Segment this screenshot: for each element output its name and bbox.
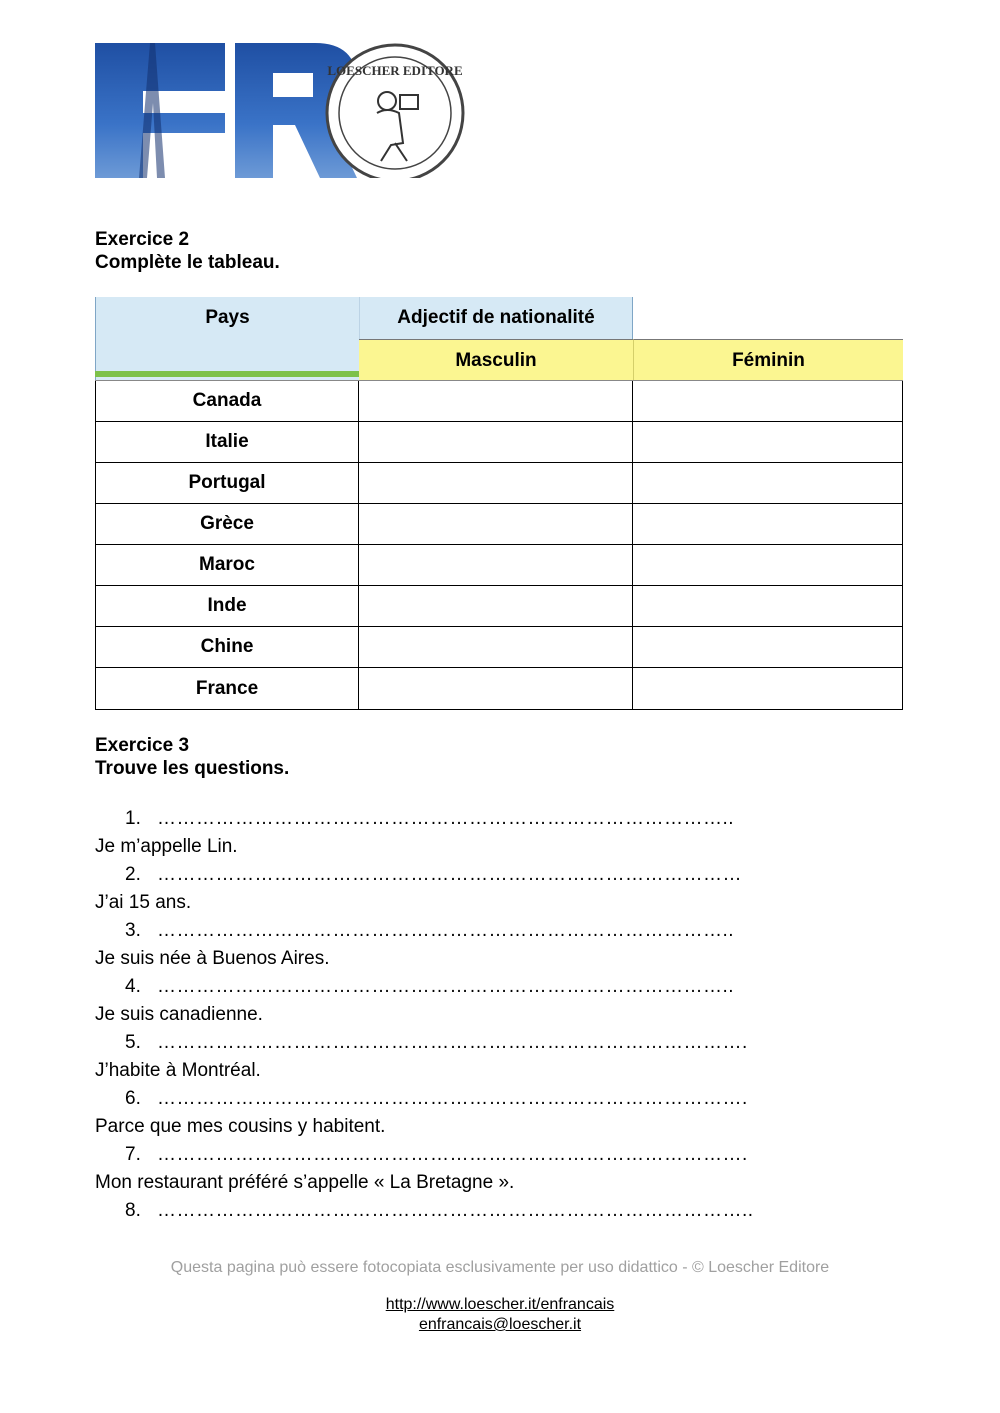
- answer-text: Je m’appelle Lin.: [95, 836, 238, 857]
- logo-graphic: [95, 43, 467, 178]
- question-number: 6.: [125, 1088, 141, 1109]
- answer-text: Je suis née à Buenos Aires.: [95, 948, 330, 969]
- header-feminin: [633, 339, 903, 381]
- question-blank[interactable]: ……………………………………………………………………………….: [157, 1032, 748, 1053]
- question-blank[interactable]: ……………………………………………………………………………..: [157, 808, 735, 829]
- country-cell: Portugal: [95, 463, 359, 503]
- masculine-answer-cell[interactable]: [359, 504, 633, 544]
- table-row: [95, 668, 903, 710]
- country-cell: Maroc: [95, 545, 359, 585]
- feminine-answer-cell[interactable]: [633, 463, 903, 503]
- question-number: 5.: [125, 1032, 141, 1053]
- exercise2-title: Exercice 2: [95, 229, 190, 250]
- header-adjectif-label: Adjectif de nationalité: [397, 307, 595, 328]
- feminine-answer-cell[interactable]: [633, 504, 903, 544]
- question-number: 4.: [125, 976, 141, 997]
- nationality-table: [95, 297, 903, 711]
- feminine-answer-cell[interactable]: [633, 545, 903, 585]
- header-adjectif: [359, 297, 633, 339]
- website-link[interactable]: http://www.loescher.it/enfrancais: [385, 1296, 615, 1313]
- question-number: 7.: [125, 1144, 141, 1165]
- feminine-answer-cell[interactable]: [633, 381, 903, 421]
- header-feminin-label: Féminin: [732, 349, 805, 371]
- masculine-answer-cell[interactable]: [359, 381, 633, 421]
- country-cell: Inde: [95, 586, 359, 626]
- answer-text: J’habite à Montréal.: [95, 1060, 261, 1081]
- table-row: [95, 545, 903, 586]
- table-row: [95, 627, 903, 668]
- exercise3-title: Exercice 3: [95, 735, 190, 756]
- masculine-answer-cell[interactable]: [359, 463, 633, 503]
- table-row: [95, 586, 903, 627]
- table-row: [95, 504, 903, 545]
- country-cell: France: [95, 668, 359, 709]
- exercise3-instruction: Trouve les questions.: [95, 758, 290, 779]
- header-accent-bar: [95, 371, 359, 377]
- answer-text: Parce que mes cousins y habitent.: [95, 1116, 386, 1137]
- exercise2-instruction: Complète le tableau.: [95, 252, 280, 273]
- country-cell: Chine: [95, 627, 359, 667]
- answer-text: Je suis canadienne.: [95, 1004, 263, 1025]
- masculine-answer-cell[interactable]: [359, 627, 633, 667]
- feminine-answer-cell[interactable]: [633, 627, 903, 667]
- feminine-answer-cell[interactable]: [633, 668, 903, 709]
- feminine-answer-cell[interactable]: [633, 422, 903, 462]
- masculine-answer-cell[interactable]: [359, 668, 633, 709]
- table-row: [95, 463, 903, 504]
- country-cell: Italie: [95, 422, 359, 462]
- header-masculin-label: Masculin: [455, 349, 537, 371]
- question-blank[interactable]: ………………………………………………………………………………..: [157, 1200, 754, 1221]
- question-number: 8.: [125, 1200, 141, 1221]
- question-number: 3.: [125, 920, 141, 941]
- question-blank[interactable]: ……………………………………………………………………………..: [157, 920, 735, 941]
- header-masculin: [359, 339, 633, 381]
- header-pays-label: Pays: [205, 307, 250, 328]
- copyright-note: Questa pagina può essere fotocopiata esclusivamente per uso didattico - © Loescher Editore: [170, 1259, 830, 1276]
- question-blank[interactable]: ………………………………………………………………………………: [157, 864, 742, 885]
- table-row: [95, 422, 903, 463]
- masculine-answer-cell[interactable]: [359, 422, 633, 462]
- loescher-fr-logo: [95, 43, 467, 178]
- email-link[interactable]: enfrancais@loescher.it: [418, 1316, 582, 1333]
- seal-text: LOESCHER EDITORE: [327, 63, 463, 78]
- masculine-answer-cell[interactable]: [359, 586, 633, 626]
- masculine-answer-cell[interactable]: [359, 545, 633, 585]
- question-blank[interactable]: ……………………………………………………………………………..: [157, 976, 735, 997]
- question-number: 1.: [125, 808, 141, 829]
- table-row: [95, 381, 903, 422]
- country-cell: Canada: [95, 381, 359, 421]
- question-blank[interactable]: ……………………………………………………………………………….: [157, 1088, 748, 1109]
- question-blank[interactable]: ……………………………………………………………………………….: [157, 1144, 748, 1165]
- answer-text: J’ai 15 ans.: [95, 892, 192, 913]
- answer-text: Mon restaurant préféré s’appelle « La Bretagne ».: [95, 1172, 515, 1193]
- question-number: 2.: [125, 864, 141, 885]
- header-pays: [95, 297, 359, 381]
- country-cell: Grèce: [95, 504, 359, 544]
- feminine-answer-cell[interactable]: [633, 586, 903, 626]
